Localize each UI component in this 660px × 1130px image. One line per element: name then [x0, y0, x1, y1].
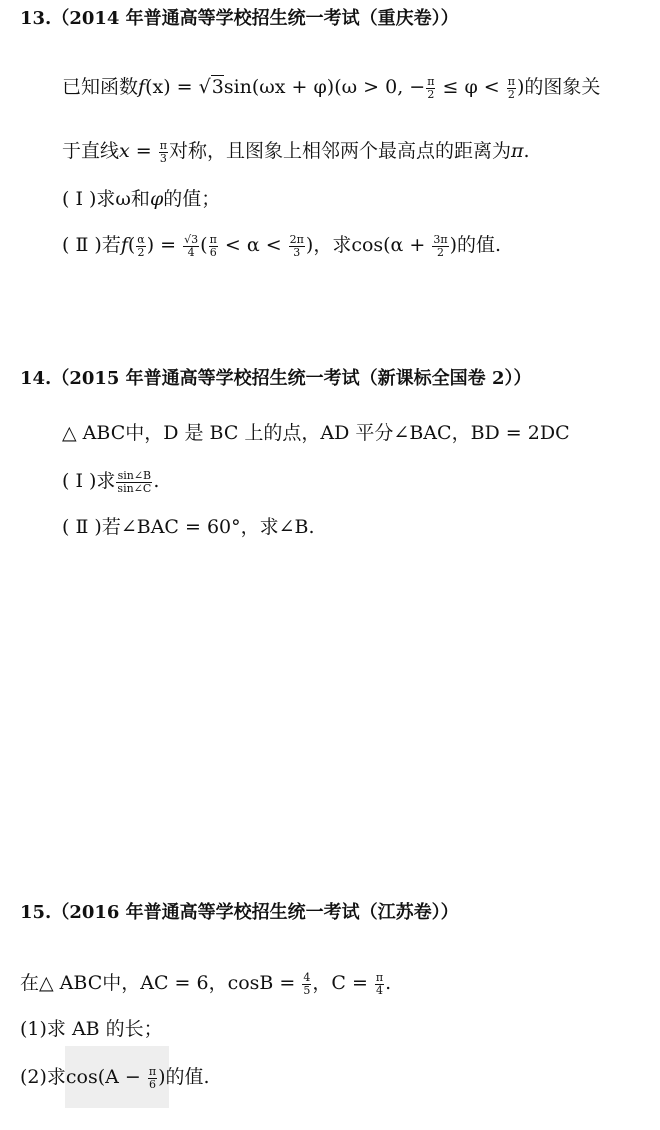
q13-text: ≤ φ <	[436, 76, 506, 98]
q13-text: ( I )求	[62, 188, 116, 210]
fraction: $\frac{\sin\angle B}{\sin\angle C}$	[117, 468, 152, 495]
q14-part1	[62, 466, 159, 496]
q13-text: sin(ωx + φ)(ω > 0, −	[223, 76, 426, 98]
q15-text: 在△ ABC中，AC = 6，cosB =	[20, 972, 302, 994]
q14-text: ( I )求	[62, 470, 116, 492]
q13-part2	[62, 230, 501, 260]
q13-text: f	[138, 76, 146, 98]
q14-stem: △ ABC中，D 是 BC 上的点，AD 平分∠BAC，BD = 2DC	[62, 422, 570, 444]
q13-text: ( Ⅱ )若	[62, 234, 121, 256]
fraction: $\frac{\pi}{6}$	[148, 1064, 157, 1091]
sqrt-symbol: √3	[198, 76, 224, 98]
q13-text: f	[120, 234, 128, 256]
fraction: $\frac{4}{5}$	[303, 970, 311, 997]
q13-text: =	[129, 140, 158, 162]
fraction: $\frac{\pi}{6}$	[209, 232, 217, 259]
q15-text: .	[385, 972, 392, 994]
q13-text: )的值.	[449, 234, 502, 256]
fraction: $\frac{\pi}{3}$	[159, 138, 167, 165]
q14-text: .	[153, 470, 160, 492]
q13-text: (x) =	[145, 76, 199, 98]
q13-text: )，求cos(α +	[305, 234, 432, 256]
fraction: $\frac{\pi}{4}$	[375, 970, 384, 997]
q15-text: (2)求cos(A −	[20, 1066, 147, 1088]
q13-text: .	[523, 140, 530, 162]
fraction: $\frac{3\pi}{2}$	[433, 232, 448, 259]
q13-text: 对称，且图象上相邻两个最高点的距离为	[168, 140, 511, 162]
q15-part1: (1)求 AB 的长；	[20, 1018, 163, 1040]
q15-text: )的值.	[158, 1066, 210, 1088]
q13-text: ) =	[146, 234, 183, 256]
q13-text: )的图象关	[517, 76, 601, 98]
fraction: $\frac{\pi}{2}$	[507, 74, 515, 101]
q13-text: ω	[115, 188, 131, 210]
fraction: $\frac{\alpha}{2}$	[137, 232, 145, 259]
q13-text: (	[200, 234, 208, 256]
q13-part1	[62, 184, 220, 214]
q15-heading: 15.（2016 年普通高等学校招生统一考试（江苏卷））	[20, 902, 459, 923]
q13-text: 已知函数	[62, 76, 139, 98]
q14-heading: 14.（2015 年普通高等学校招生统一考试（新课标全国卷 2））	[20, 368, 532, 389]
fraction: $\frac{√3}{4}$	[184, 232, 199, 259]
q13-text: 于直线	[62, 140, 120, 162]
q13-text: (	[127, 234, 136, 256]
q13-stem-line2	[62, 136, 530, 166]
q13-text: φ	[149, 188, 164, 210]
q13-text: x	[119, 140, 130, 162]
q15-part2	[20, 1062, 210, 1092]
q13-text: 和	[130, 188, 150, 210]
q13-text: 的值；	[163, 188, 221, 210]
q14-part2: ( Ⅱ )若∠BAC = 60°，求∠B.	[62, 516, 315, 538]
q13-stem-line1	[62, 72, 600, 102]
fraction: $\frac{2\pi}{3}$	[289, 232, 304, 259]
q13-heading: 13.（2014 年普通高等学校招生统一考试（重庆卷））	[20, 8, 459, 29]
q15-stem	[20, 968, 391, 998]
q13-text: < α <	[218, 234, 288, 256]
fraction: $\frac{\pi}{2}$	[427, 74, 435, 101]
q13-text: π	[510, 140, 524, 162]
q15-text: ，C =	[312, 972, 374, 994]
